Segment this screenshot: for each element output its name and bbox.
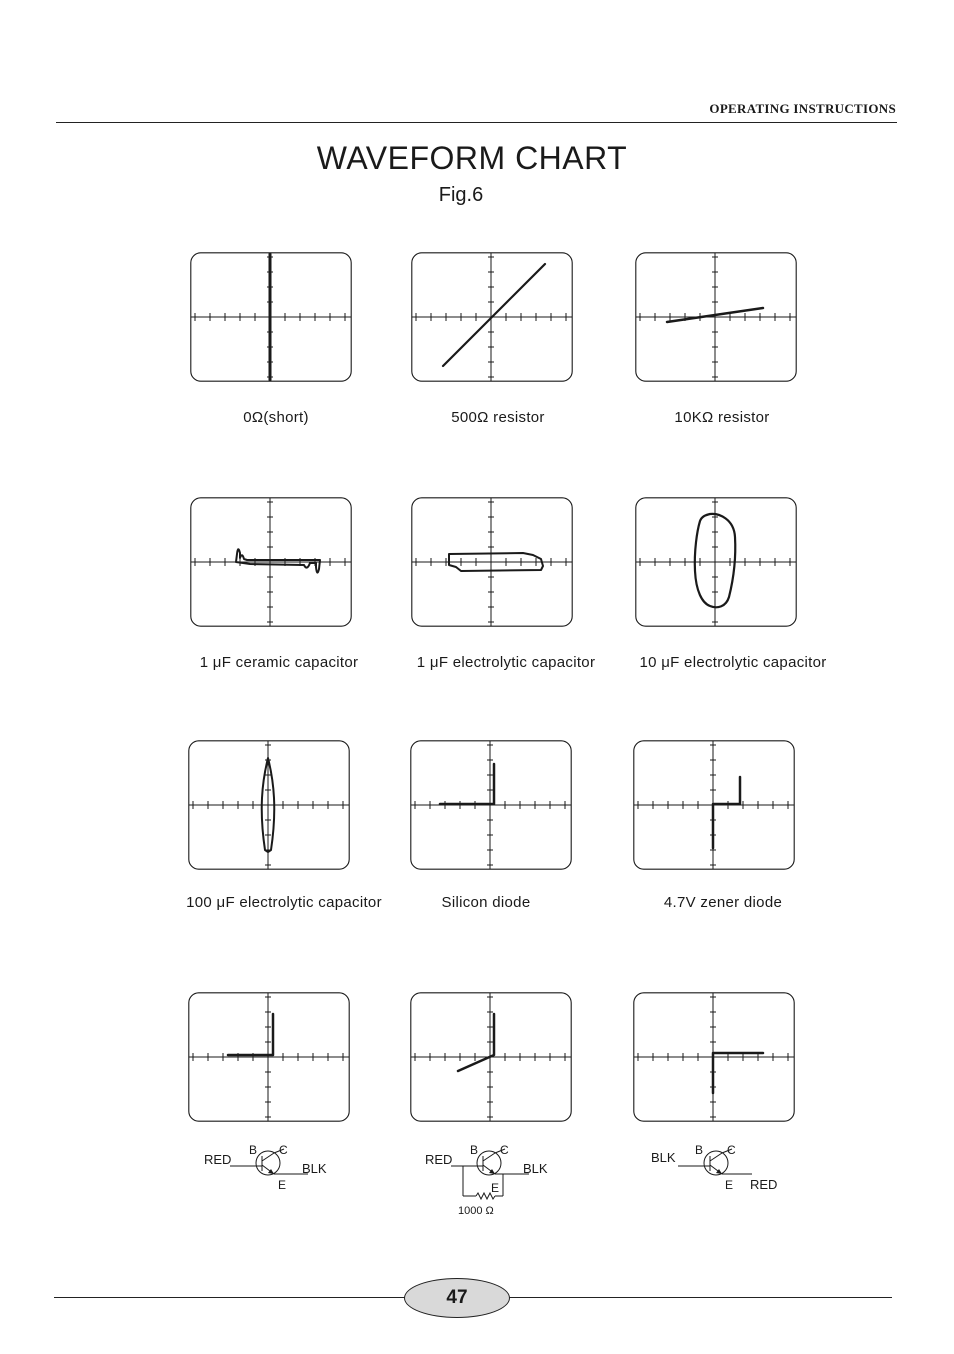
header-rule (56, 122, 897, 123)
caption-1uf-ceramic: 1 μF ceramic capacitor (199, 654, 359, 671)
figure-label: Fig.6 (438, 184, 484, 206)
waveform-trace-1uf-ceramic (190, 497, 352, 627)
base-label: B (695, 1143, 704, 1157)
left-lead-label: RED (204, 1152, 232, 1167)
transistor-schematic-1 (200, 1140, 340, 1196)
waveform-trace-silicon-diode (410, 740, 572, 870)
waveform-trace-10k-ohm (635, 252, 797, 382)
caption-10k-ohm: 10KΩ resistor (674, 409, 770, 426)
waveform-trace-100uf-electrolytic (188, 740, 350, 870)
right-lead-label: RED (750, 1177, 778, 1192)
collector-label: C (500, 1143, 509, 1157)
scope-screen-zener-diode (633, 740, 795, 870)
base-label: B (470, 1143, 479, 1157)
scope-screen-10uf-electrolytic (635, 497, 797, 627)
waveform-trace-transistor-2 (410, 992, 572, 1122)
scope-screen-transistor-3 (633, 992, 795, 1122)
waveform-trace-500-ohm (411, 252, 573, 382)
left-lead-label: RED (425, 1152, 453, 1167)
right-lead-label: BLK (302, 1161, 327, 1176)
emitter-label: E (725, 1178, 734, 1192)
caption-10uf-electrolytic: 10 μF electrolytic capacitor (639, 654, 827, 671)
collector-label: C (279, 1143, 288, 1157)
scope-screen-silicon-diode (410, 740, 572, 870)
scope-screen-short (190, 252, 352, 382)
waveform-trace-1uf-electrolytic (411, 497, 573, 627)
base-label: B (249, 1143, 258, 1157)
scope-screen-10k-ohm (635, 252, 797, 382)
waveform-trace-10uf-electrolytic (635, 497, 797, 627)
scope-screen-1uf-ceramic (190, 497, 352, 627)
resistor-label: 1000 Ω (458, 1205, 494, 1217)
waveform-trace-transistor-1 (188, 992, 350, 1122)
emitter-label: E (278, 1178, 287, 1192)
waveform-trace-zener-diode (633, 740, 795, 870)
caption-1uf-electrolytic: 1 μF electrolytic capacitor (416, 654, 596, 671)
scope-screen-100uf-electrolytic (188, 740, 350, 870)
caption-short: 0Ω(short) (243, 409, 309, 426)
scope-screen-transistor-2 (410, 992, 572, 1122)
transistor-schematic-3 (648, 1140, 798, 1196)
left-lead-label: BLK (651, 1150, 676, 1165)
emitter-label: E (491, 1181, 500, 1195)
caption-100uf-electrolytic: 100 μF electrolytic capacitor (186, 894, 382, 911)
waveform-trace-short (190, 252, 352, 382)
caption-zener-diode: 4.7V zener diode (663, 894, 783, 911)
collector-label: C (727, 1143, 736, 1157)
page-number: 47 (404, 1278, 510, 1318)
scope-screen-500-ohm (411, 252, 573, 382)
caption-500-ohm: 500Ω resistor (451, 409, 545, 426)
scope-screen-transistor-1 (188, 992, 350, 1122)
caption-silicon-diode: Silicon diode (441, 894, 531, 911)
right-lead-label: BLK (523, 1161, 548, 1176)
waveform-trace-transistor-3 (633, 992, 795, 1122)
scope-screen-1uf-electrolytic (411, 497, 573, 627)
page-title: WAVEFORM CHART (316, 140, 628, 176)
transistor-schematic-2 (421, 1140, 561, 1220)
section-header: OPERATING INSTRUCTIONS (709, 101, 896, 116)
